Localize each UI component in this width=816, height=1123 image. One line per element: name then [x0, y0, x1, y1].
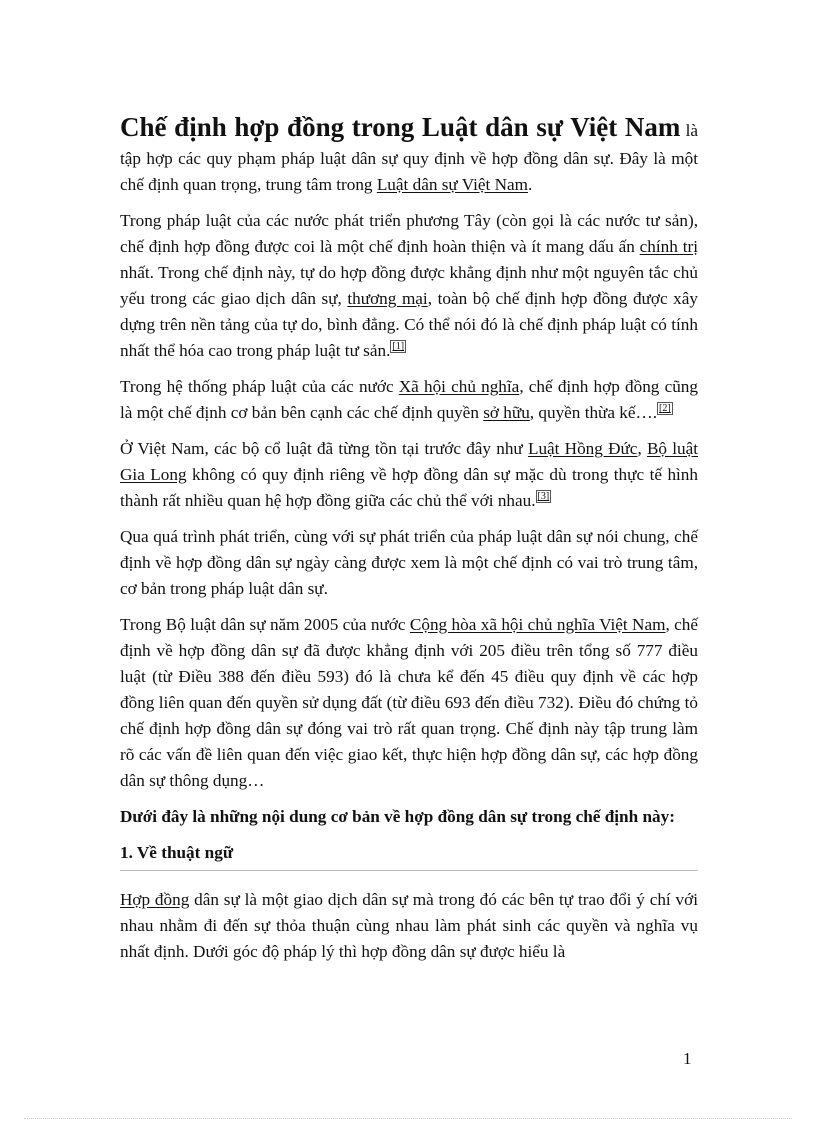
- document-title: Chế định hợp đồng trong Luật dân sự Việt Nam: [120, 112, 681, 142]
- text: Trong pháp luật của các nước phát triển phương Tây (còn gọi là các nước tư sản), chế định hợp đồng được coi là một chế định hoàn thiện và ít mang dấu ấn: [120, 211, 698, 256]
- text: dân sự là một giao dịch dân sự mà trong đó các bên tự trao đổi ý chí với nhau nhằm đi đến sự thỏa thuận cùng nhau làm phát sinh các quyền và nghĩa vụ nhất định. Dưới góc độ pháp lý thì hợp đồng dân sự được hiểu là: [120, 890, 698, 961]
- text: Trong Bộ luật dân sự năm 2005 của nước: [120, 615, 410, 634]
- link-so-huu[interactable]: sở hữu: [483, 403, 530, 422]
- page-number: 1: [683, 1049, 692, 1068]
- text: , quyền thừa kế….: [529, 403, 658, 422]
- text: , toàn bộ chế định hợp đồng được xây dựng trên nền tảng của tự do, bình đẳng. Có thể nói đó là chế định pháp luật có tính nhất thể hóa cao trong pháp luật tư sản.: [120, 289, 698, 360]
- paragraph-development: Qua quá trình phát triển, cùng với sự phát triển của pháp luật dân sự nói chung, chế định về hợp đồng dân sự ngày càng được xem là một chế định có vai trò trung tâm, cơ bản trong pháp luật dân sự.: [120, 527, 698, 598]
- document-page: [120, 108, 698, 975]
- text: nhất. Trong chế định này, tự do hợp đồng được khẳng định như một nguyên tắc chủ yếu trong các giao dịch dân sự,: [120, 263, 698, 308]
- text: , chế định hợp đồng cũng là một chế định cơ bản bên cạnh các chế định quyền: [120, 377, 698, 422]
- footnote-ref-1[interactable]: [1]: [392, 341, 405, 353]
- text: , chế định về hợp đồng dân sự đã được khẳng định với 205 điều trên tổng số 777 điều luật (từ Điều 388 đến điều 593) đó là chưa kể đến 45 điều quy định về các hợp đồng liên quan đến quyền sử dụng đất (từ điều 693 đến điều 732). Điều đó chứng tỏ chế định hợp đồng dân sự đóng vai trò rất quan trọng. Chế định này tập trung làm rõ các vấn đề liên quan đến việc giao kết, thực hiện hợp đồng dân sự, các hợp đồng dân sự thông dụng…: [120, 615, 698, 790]
- link-luat-dan-su-viet-nam[interactable]: Luật dân sự Việt Nam: [376, 175, 528, 194]
- footnote-ref-3[interactable]: [3]: [537, 491, 550, 503]
- paragraph-vietnam-ancient-law: [120, 436, 698, 514]
- paragraph-western-law: [120, 208, 698, 364]
- page-bottom-divider: [24, 1118, 792, 1119]
- paragraph-terminology: [120, 887, 698, 965]
- intro-end: .: [527, 175, 533, 194]
- link-thuong-mai[interactable]: thương mại: [347, 289, 428, 308]
- text: Trong hệ thống pháp luật của các nước: [120, 377, 399, 396]
- text: ,: [637, 439, 647, 458]
- link-cong-hoa-xhcn-viet-nam[interactable]: Cộng hòa xã hội chủ nghĩa Việt Nam: [409, 615, 666, 634]
- footnote-ref-2[interactable]: [2]: [659, 403, 671, 415]
- intro-text: tập hợp các quy phạm pháp luật dân sự quy định về hợp đồng dân sự. Đây là một chế định quan trọng, trung tâm trong: [120, 149, 698, 194]
- link-bo-luat-gia-long[interactable]: Bộ luật Gia Long: [120, 439, 698, 484]
- intro-paragraph: [120, 108, 698, 198]
- paragraph-civil-code-2005: [120, 612, 698, 794]
- paragraph-socialist-law: [120, 374, 698, 426]
- section-heading-terminology: 1. Về thuật ngữ: [120, 840, 698, 871]
- link-chinh-tri[interactable]: chính trị: [639, 237, 698, 256]
- link-luat-hong-duc[interactable]: Luật Hồng Đức: [527, 439, 638, 458]
- text: không có quy định riêng về hợp đồng dân sự mặc dù trong thực tế hình thành rất nhiều quan hệ hợp đồng giữa các chủ thể với nhau.: [120, 465, 698, 510]
- link-xa-hoi-chu-nghia[interactable]: Xã hội chủ nghĩa: [398, 377, 520, 396]
- intro-after-title: là: [680, 121, 698, 140]
- bold-intro: Dưới đây là những nội dung cơ bản về hợp đồng dân sự trong chế định này:: [120, 807, 675, 826]
- link-hop-dong[interactable]: Hợp đồng: [120, 890, 190, 909]
- text: Ở Việt Nam, các bộ cổ luật đã từng tồn tại trước đây như: [120, 439, 528, 458]
